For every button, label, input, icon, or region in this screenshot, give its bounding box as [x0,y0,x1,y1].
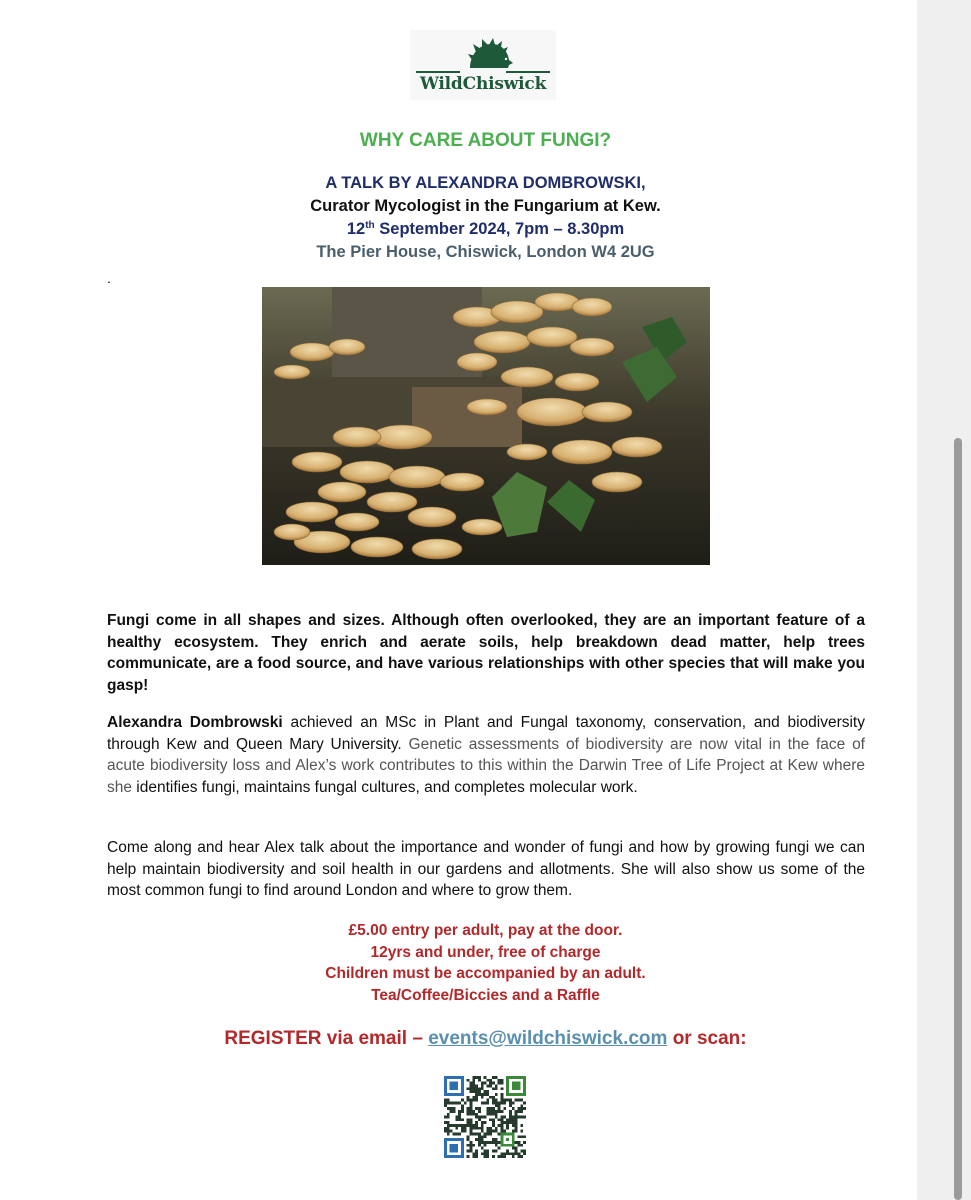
mushrooms-photo [262,287,710,565]
event-venue: The Pier House, Chiswick, London W4 2UG [316,243,655,261]
bio-part1: achieved an MSc in Plant and Fungal taxonomy, conservation, and biodiversity through Kew and Queen Mary University. [107,714,865,753]
invite-paragraph: Come along and hear Alex talk about the importance and wonder of fungi and how by growing fungi we can help maintain biodiversity and soil health in our gardens and allotments. She will also show us some of the most common fungi to find around London and where to grow them. [107,839,865,899]
stray-dot: . [107,270,111,286]
date-day: 12 [346,220,366,238]
bio-part2: Genetic assessments of biodiversity are now vital in the face of acute biodiversity loss and Alex’s work contributes to this within the Darwin Tree of Life Project at Kew where she [107,735,865,796]
hedgehog-icon [410,30,556,74]
register-email-link[interactable]: events@wildchiswick.com [428,1028,668,1049]
intro-paragraph: Fungi come in all shapes and sizes. Although often overlooked, they are an important feature of a healthy ecosystem. They enrich and aerate soils, help breakdown dead matter, help trees communicate, are a food source, and have various relationships with other species that will make you gasp! [107,612,865,694]
logo-text: WildChiswick [419,74,547,94]
date-suffix: th [365,220,375,231]
date-rest: September 2024, 7pm – 8.30pm [374,220,625,238]
pricing-line: Children must be accompanied by an adult. [325,965,646,982]
event-title: WHY CARE ABOUT FUNGI? [359,130,612,151]
event-date [0,220,971,239]
register-prefix: REGISTER via email – [224,1028,429,1049]
speaker-role: Curator Mycologist in the Fungarium at Kew. [310,197,661,215]
register-line [0,1028,971,1050]
pricing-line: Tea/Coffee/Biccies and a Raffle [371,986,600,1004]
pricing-line: £5.00 entry per adult, pay at the door. [348,922,623,939]
scrollbar[interactable] [954,438,962,1200]
register-suffix: or scan: [667,1028,747,1049]
bio-part3: identifies fungi, maintains fungal cultures, and completes molecular work. [132,778,638,796]
speaker-line: A TALK BY ALEXANDRA DOMBROWSKI, [325,174,646,192]
bio-paragraph [107,712,865,798]
qr-code-icon[interactable] [444,1076,526,1158]
pricing-line: 12yrs and under, free of charge [370,943,601,961]
bio-name: Alexandra Dombrowski [107,714,283,731]
wildchiswick-logo [410,30,556,100]
pricing-block [0,920,971,1006]
